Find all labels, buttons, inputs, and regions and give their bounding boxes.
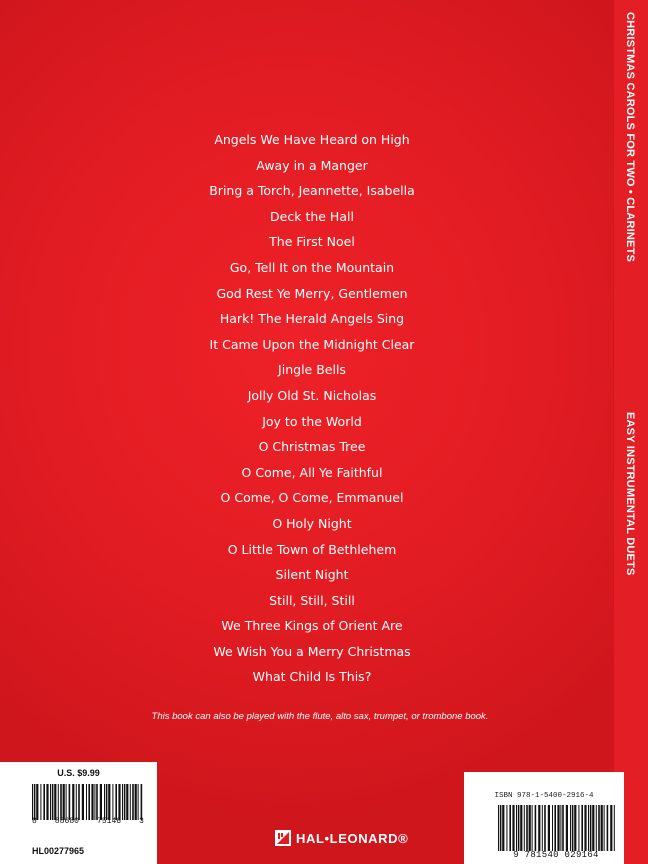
song-list — [0, 127, 624, 690]
instrument-note: This book can also be played with the flute, alto sax, trumpet, or trombone book. — [151, 711, 489, 722]
upc-digit-group: 88680 — [54, 817, 79, 826]
song-item: The First Noel — [269, 234, 355, 250]
keyboard-logo-icon — [275, 830, 291, 846]
publisher-name: HAL•LEONARD® — [296, 830, 409, 846]
isbn-barcode-box — [464, 772, 624, 864]
upc-barcode — [32, 784, 144, 830]
song-item: Go, Tell It on the Mountain — [229, 259, 395, 275]
item-number: HL00277965 — [32, 846, 85, 856]
upc-digit-group: 8 — [32, 817, 37, 826]
spine-series: EASY INSTRUMENTAL DUETS — [624, 412, 636, 576]
song-item: What Child Is This? — [252, 669, 372, 685]
song-item: Away in a Manger — [256, 157, 368, 173]
song-item: Joy to the World — [262, 413, 362, 429]
song-item: Still, Still, Still — [269, 592, 355, 608]
song-item: God Rest Ye Merry, Gentlemen — [216, 285, 408, 301]
song-item: We Wish You a Merry Christmas — [213, 643, 411, 659]
song-item: We Three Kings of Orient Are — [221, 618, 403, 634]
upc-digit-group: 75146 — [97, 817, 122, 826]
song-item: Deck the Hall — [270, 208, 354, 224]
song-item: O Little Town of Bethlehem — [227, 541, 397, 557]
song-item: Angels We Have Heard on High — [214, 132, 410, 147]
song-item: Jolly Old St. Nicholas — [247, 387, 377, 403]
song-item: Jingle Bells — [278, 362, 346, 378]
song-item: O Holy Night — [272, 515, 352, 531]
isbn-label: ISBN 978-1-5400-2916-4 — [494, 792, 594, 800]
song-item: O Come, O Come, Emmanuel — [220, 490, 404, 506]
upc-digit-group: 3 — [139, 817, 144, 826]
upc-barcode-bars — [32, 784, 144, 820]
hal-leonard-logo — [275, 830, 408, 846]
spine-title: CHRISTMAS CAROLS FOR TWO • CLARINETS — [624, 12, 636, 262]
song-item: Bring a Torch, Jeannette, Isabella — [209, 183, 415, 199]
price-label: U.S. $9.99 — [57, 768, 100, 778]
isbn-barcode-bars — [498, 805, 618, 851]
song-item: O Come, All Ye Faithful — [241, 464, 383, 480]
upc-digits — [32, 817, 144, 826]
song-item: It Came Upon the Midnight Clear — [209, 336, 415, 352]
song-item: Hark! The Herald Angels Sing — [219, 311, 405, 327]
song-item: O Christmas Tree — [258, 439, 366, 455]
price-barcode-box — [0, 762, 157, 864]
isbn-digits: 9 781540 029164 — [513, 850, 599, 860]
song-item: Silent Night — [275, 567, 349, 583]
